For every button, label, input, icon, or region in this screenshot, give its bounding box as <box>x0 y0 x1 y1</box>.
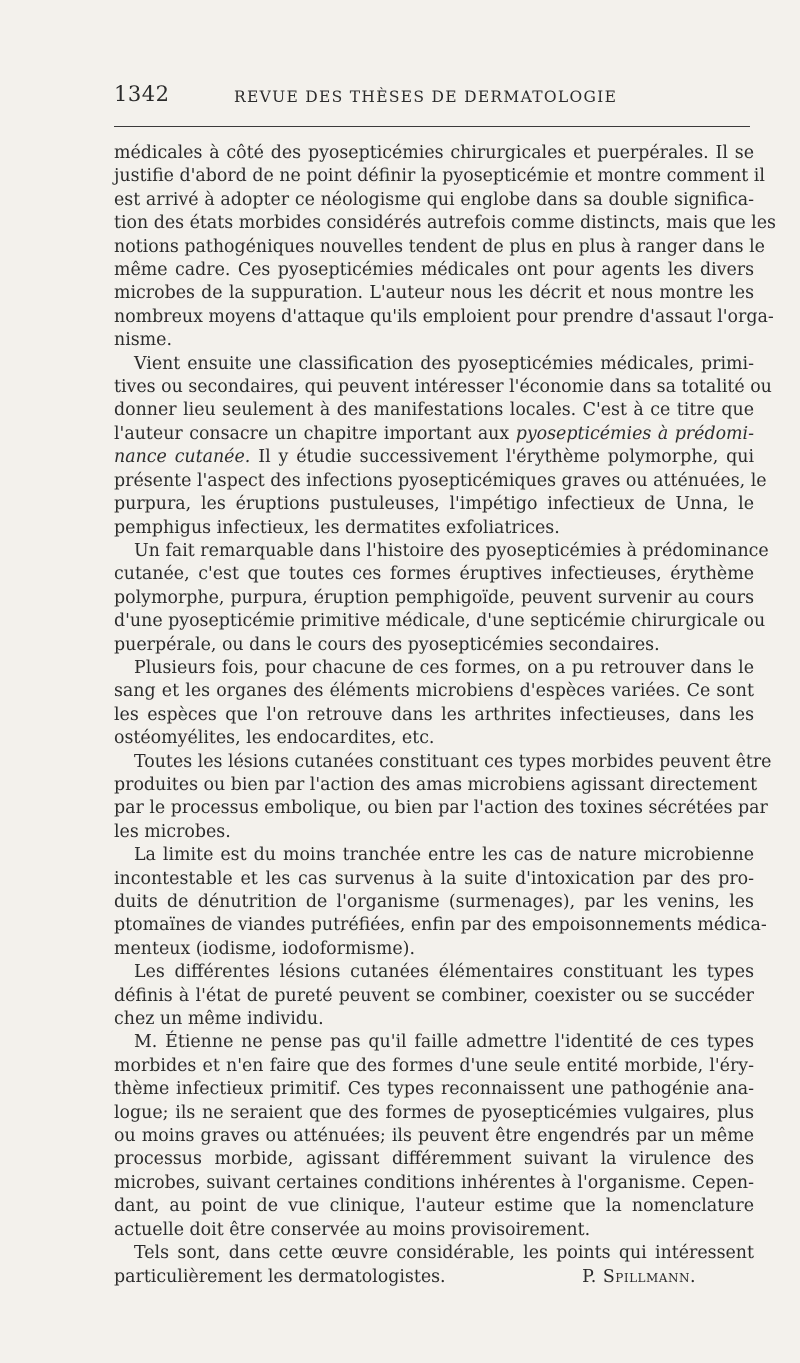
text-line: menteux (iodisme, iodoformisme). <box>114 938 415 959</box>
text-line: est arrivé à adopter ce néologisme qui englobe dans sa double significa- <box>114 189 754 210</box>
text-line: les espèces que l'on retrouve dans les arthrites infectieuses, dans les <box>114 704 754 725</box>
text-line: ptomaïnes de viandes putréfiées, enfin par des empoisonnements médica- <box>114 915 767 936</box>
text-line: présente l'aspect des infections pyosepticémiques graves ou atténuées, le <box>114 470 767 491</box>
text-line: Toutes les lésions cutanées constituant ces types morbides peuvent être <box>134 751 772 772</box>
italic-text: nance cutanée. <box>114 447 251 468</box>
page-header <box>114 78 750 114</box>
text-line: polymorphe, purpura, éruption pemphigoïde, peuvent survenir au cours <box>114 587 754 608</box>
text-line: par le processus embolique, ou bien par l'action des toxines sécrétées par <box>114 798 768 819</box>
text-line: d'une pyosepticémie primitive médicale, d'une septicémie chirurgicale ou <box>114 611 766 632</box>
text-line: actuelle doit être conservée au moins provisoirement. <box>114 1219 591 1240</box>
text-line: pemphigus infectieux, les dermatites exfoliatrices. <box>114 517 560 538</box>
text-line: Un fait remarquable dans l'histoire des pyosepticémies à prédominance <box>134 540 769 561</box>
text-line: médicales à côté des pyosepticémies chirurgicales et puerpérales. Il se <box>114 143 754 163</box>
text-line: Les différentes lésions cutanées élémentaires constituant les types <box>134 962 754 983</box>
text-line: dant, au point de vue clinique, l'auteur estime que la nomenclature <box>114 1196 754 1217</box>
closing-text: particulièrement les dermatologistes. <box>114 1266 446 1287</box>
text-line: processus morbide, agissant différemment suivant la virulence des <box>114 1149 754 1170</box>
text-line: tion des états morbides considérés autrefois comme distincts, mais que les <box>114 213 776 234</box>
text-line: logue; ils ne seraient que des formes de pyosepticémies vulgaires, plus <box>114 1102 754 1123</box>
text-line: purpura, les éruptions pustuleuses, l'impétigo infectieux de Unna, le <box>114 494 754 515</box>
text-line: M. Étienne ne pense pas qu'il faille admettre l'identité de ces types <box>134 1032 754 1053</box>
text-line: Tels sont, dans cette œuvre considérable, les points qui intéressent <box>134 1243 754 1264</box>
closing-line <box>114 1266 754 1289</box>
text-line: Plusieurs fois, pour chacune de ces formes, on a pu retrouver dans le <box>134 657 754 678</box>
text-line: duits de dénutrition de l'organisme (surmenages), par les venins, les <box>114 892 754 912</box>
text-line: sang et les organes des éléments microbiens d'espèces variées. Ce sont <box>114 681 754 702</box>
text-line: morbides et n'en faire que des formes d'une seule entité morbide, l'éry- <box>114 1055 754 1076</box>
text-line: produites ou bien par l'action des amas microbiens agissant directement <box>114 774 758 795</box>
text-line: même cadre. Ces pyosepticémies médicales ont pour agents les divers <box>114 260 754 281</box>
text-line: justifie d'abord de ne point définir la pyosepticémie et montre comment il <box>114 166 765 187</box>
italic-text: pyosepticémies à prédomi- <box>515 423 754 444</box>
text-line: donner lieu seulement à des manifestations locales. C'est à ce titre que <box>114 400 754 421</box>
text-line: notions pathogéniques nouvelles tendent de plus en plus à ranger dans le <box>114 236 765 257</box>
text-line: l'auteur consacre un chapitre important aux pyosepticémies à prédomi- <box>114 423 754 444</box>
text-line: les microbes. <box>114 821 231 842</box>
running-title: REVUE DES THÈSES DE DERMATOLOGIE <box>234 88 618 106</box>
text-line: La limite est du moins tranchée entre les cas de nature microbienne <box>134 845 754 866</box>
text-line: nombreux moyens d'attaque qu'ils emploient pour prendre d'assaut l'orga- <box>114 306 774 327</box>
text-line: incontestable et les cas survenus à la suite d'intoxication par des pro- <box>114 868 754 889</box>
text-line: ou moins graves ou atténuées; ils peuvent être engendrés par un même <box>114 1126 754 1147</box>
text-line: définis à l'état de pureté peuvent se combiner, coexister ou se succéder <box>114 985 754 1006</box>
text-line: thème infectieux primitif. Ces types reconnaissent une pathogénie ana- <box>114 1079 754 1100</box>
text-line: puerpérale, ou dans le cours des pyosepticémies secondaires. <box>114 634 660 655</box>
header-rule <box>114 126 750 127</box>
text-line: Vient ensuite une classification des pyosepticémies médicales, primi- <box>134 353 754 374</box>
text-line: tives ou secondaires, qui peuvent intéresser l'économie dans sa totalité ou <box>114 377 772 398</box>
body-text <box>114 142 776 1289</box>
author-signature: P. Spillmann. <box>582 1266 696 1287</box>
text-line: chez un même individu. <box>114 1009 324 1030</box>
text-line: microbes de la suppuration. L'auteur nous les décrit et nous montre les <box>114 283 754 304</box>
text-line: nance cutanée. Il y étudie successivement l'érythème polymorphe, qui <box>114 447 755 468</box>
text-line: cutanée, c'est que toutes ces formes éruptives infectieuses, érythème <box>114 564 754 585</box>
page-number: 1342 <box>114 82 170 106</box>
text-line: nisme. <box>114 330 172 351</box>
text-line: ostéomyélites, les endocardites, etc. <box>114 728 435 749</box>
text-line: microbes, suivant certaines conditions inhérentes à l'organisme. Cepen- <box>114 1172 754 1193</box>
